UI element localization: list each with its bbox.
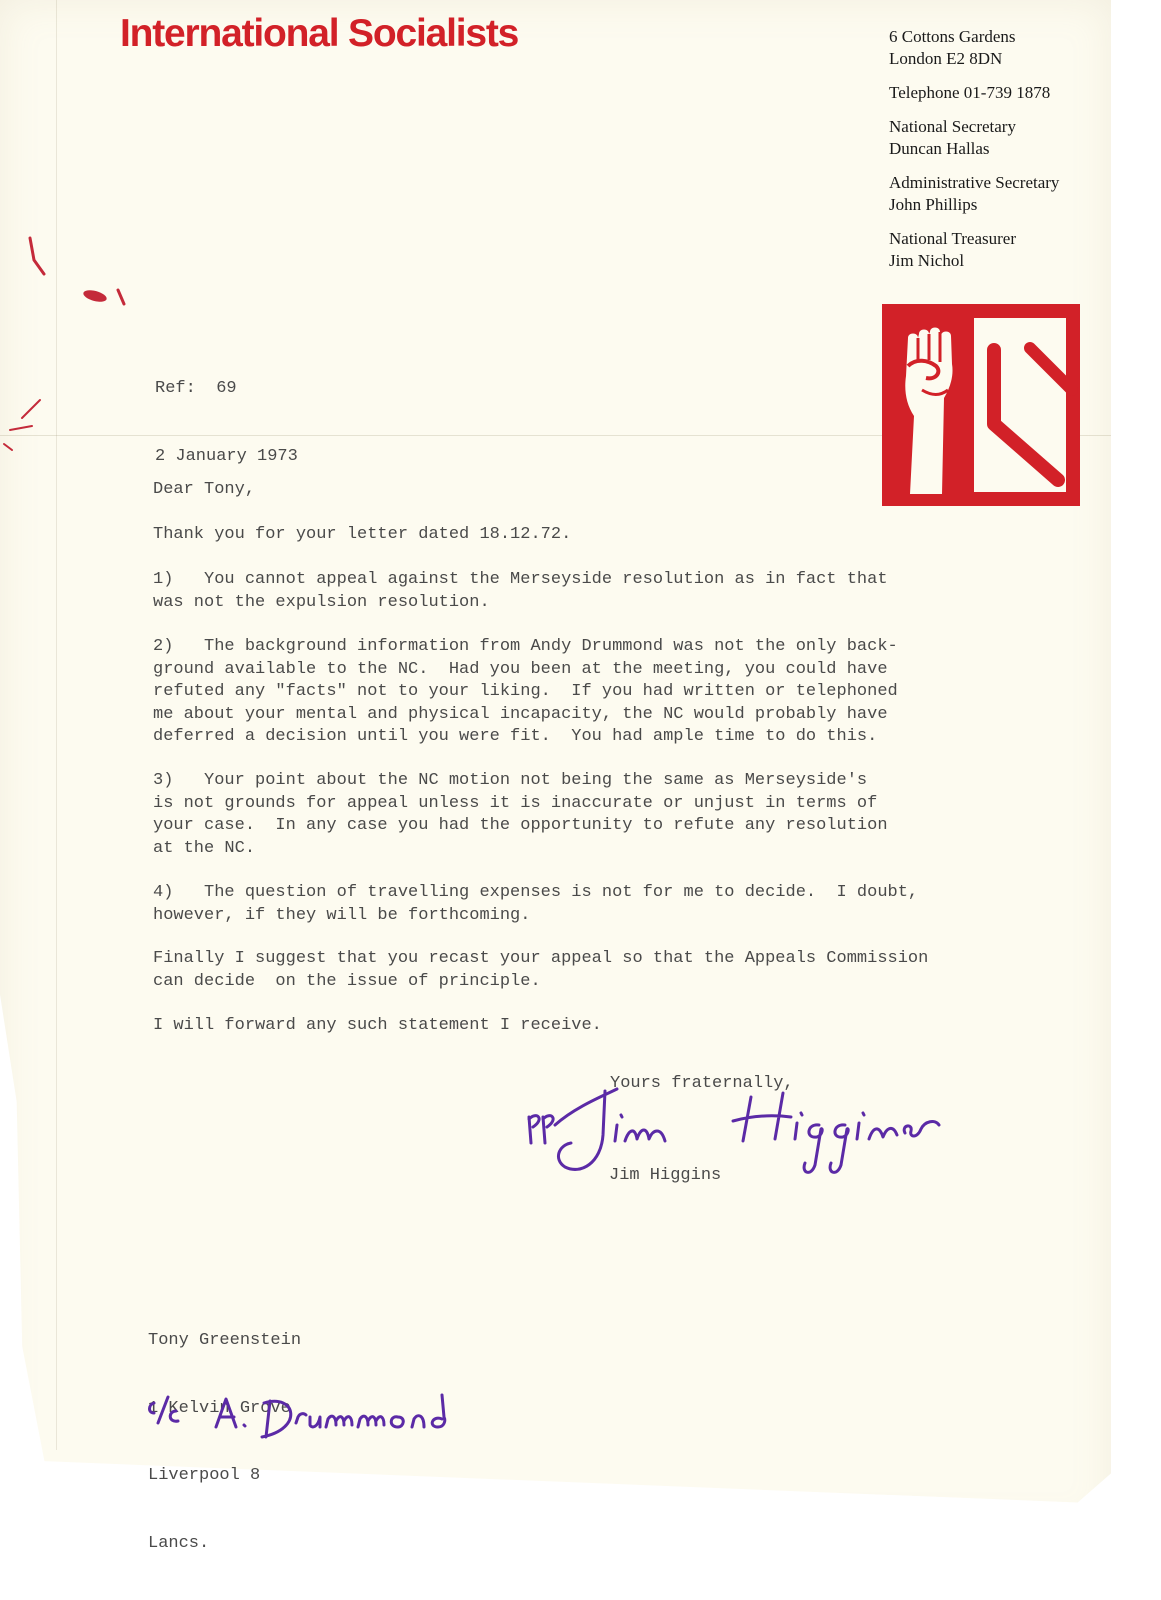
telephone	[889, 82, 1059, 104]
paragraph-thanks: Thank you for your letter dated 18.12.72.	[153, 525, 572, 544]
officer-role: Administrative Secretary	[889, 173, 1060, 192]
address-line: Lancs.	[148, 1533, 210, 1553]
paragraph-point-1: 1) You cannot appeal against the Merseyside resolution as in fact that was not the expulsion resolution.	[153, 570, 888, 612]
officer-name: John Phillips	[889, 195, 978, 214]
address-line: 1 Kelvin Grove	[148, 1398, 291, 1418]
paragraph-point-4: 4) The question of travelling expenses is not for me to decide. I doubt, however, if they will be forthcoming.	[153, 883, 919, 925]
address-line: Tony Greenstein	[148, 1331, 302, 1350]
paragraph-finally: Finally I suggest that you recast your appeal so that the Appeals Commission can decide on the issue of principle.	[153, 949, 929, 991]
officer-name: Jim Nichol	[889, 251, 965, 270]
ink-stain-marks	[0, 230, 150, 470]
letterhead-details	[889, 26, 1059, 284]
address-line: London E2 8DN	[889, 49, 1003, 68]
handwritten-signature	[525, 1085, 945, 1190]
officer-administrative-secretary	[889, 172, 1059, 216]
raised-fist-is-logo-icon	[882, 304, 1080, 506]
reference-number: Ref: 69	[155, 379, 237, 398]
address-line: Liverpool 8	[148, 1466, 261, 1485]
officer-role: National Secretary	[889, 117, 1016, 136]
signer-name: Jim Higgins	[609, 1166, 722, 1185]
paragraph-point-2: 2) The background information from Andy Drummond was not the only back- ground available to the NC. Had you been at the meeting, you could have refuted any "facts" not to your liking. If you had written or telephoned me about your mental and physical incapacity, the NC would probably have deferred a decision until you were fit. You had ample time to do this.	[153, 637, 898, 746]
address-line: 6 Cottons Gardens	[889, 27, 1016, 46]
salutation: Dear Tony,	[153, 480, 256, 499]
officer-national-secretary	[889, 116, 1059, 160]
officer-name: Duncan Hallas	[889, 139, 990, 158]
fold-crease-vertical	[56, 0, 57, 1450]
officer-national-treasurer	[889, 228, 1059, 272]
organization-name: International Socialists	[120, 12, 519, 55]
officer-role: National Treasurer	[889, 229, 1017, 248]
paragraph-forward: I will forward any such statement I receive.	[153, 1016, 602, 1035]
telephone-number: Telephone 01-739 1878	[889, 83, 1051, 102]
handwritten-cc-note	[146, 1393, 456, 1453]
letter-date: 2 January 1973	[155, 446, 298, 466]
closing: Yours fraternally,	[610, 1074, 794, 1093]
reference-block	[155, 333, 298, 491]
paragraph-point-3: 3) Your point about the NC motion not being the same as Merseyside's is not grounds for appeal unless it is inaccurate or unjust in terms of your case. In any case you had the opportunity to refute any resolution at the NC.	[153, 771, 888, 858]
office-address	[889, 26, 1059, 70]
